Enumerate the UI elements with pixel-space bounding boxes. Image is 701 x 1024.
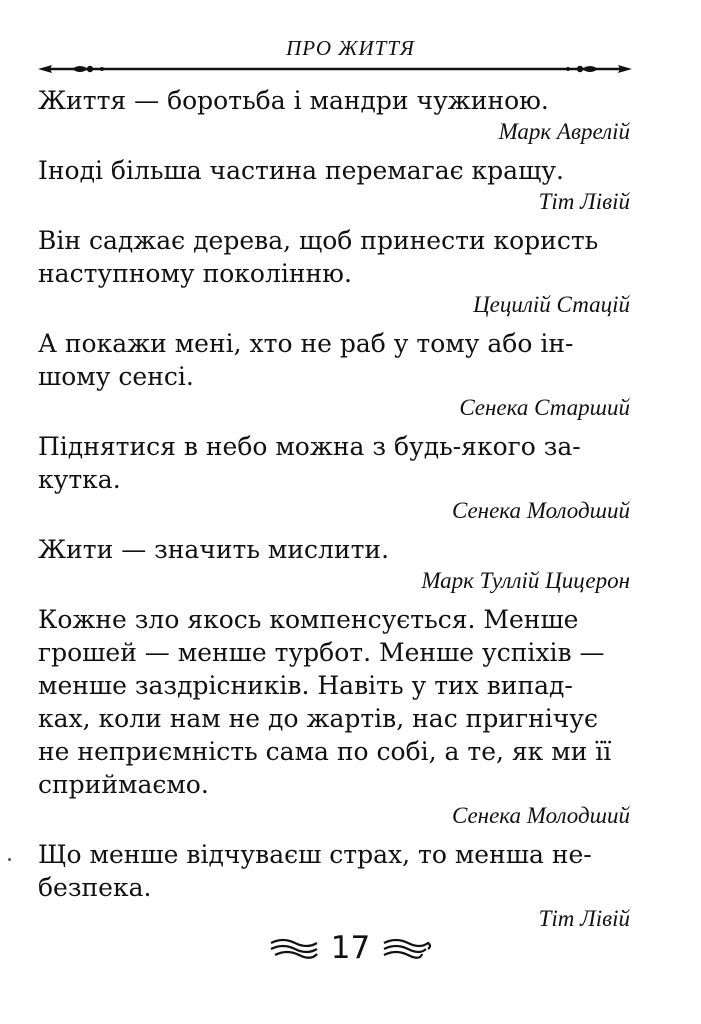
quote-text [38, 533, 630, 566]
quote-line: шому сенсі. [38, 362, 194, 391]
quote-author: Сенека Старший [459, 395, 630, 420]
quote-author: Тіт Лівій [538, 189, 630, 214]
quote-author: Марк Аврелій [498, 119, 630, 144]
quote-block [38, 224, 630, 319]
quote-line: сприймаємо. [38, 770, 209, 799]
quote-line: Піднятися в небо можна з будь-якого за- [38, 432, 581, 461]
quote-line: Іноді більша частина перемагає кращу. [38, 156, 564, 185]
quote-line: Він саджає дерева, щоб принести користь [38, 226, 599, 255]
quote-block [38, 603, 630, 830]
quote-line: ках, коли нам не до жартів, нас пригнічує [38, 704, 598, 733]
quote-line: наступному поколінню. [38, 259, 352, 288]
quote-author: Сенека Молодший [451, 498, 630, 523]
quote-text [38, 327, 630, 393]
page-footer [0, 920, 701, 976]
left-swash-ornament-icon [269, 937, 319, 959]
quote-text [38, 84, 630, 117]
quote-line: кутка. [38, 465, 121, 494]
quote-line: Жити — значить мислити. [38, 535, 390, 564]
quote-block [38, 430, 630, 525]
right-swash-ornament-icon [382, 937, 432, 959]
quote-line: грошей — менше турбот. Менше успіхів — [38, 638, 605, 667]
quote-line: менше заздрісників. Навіть у тих випад- [38, 671, 573, 700]
quote-author: Марк Туллій Цицерон [421, 568, 630, 593]
quote-text [38, 430, 630, 496]
quote-line: не неприємність сама по собі, а те, як ми її [38, 737, 612, 766]
quote-author: Сенека Молодший [451, 803, 630, 828]
quote-block [38, 154, 630, 216]
quote-list [38, 84, 630, 941]
running-title: ПРО ЖИТТЯ [286, 36, 415, 60]
quote-author: Цецилій Стацій [473, 292, 630, 317]
quote-author: Тіт Лівій [538, 906, 630, 931]
quote-text [38, 224, 630, 290]
quote-block [38, 838, 630, 933]
quote-line: А покажи мені, хто не раб у тому або ін- [38, 329, 574, 358]
ornament-rule [38, 62, 632, 76]
quote-text [38, 603, 630, 801]
quote-line: Життя — боротьба і мандри чужиною. [38, 86, 549, 115]
quote-line: Кожне зло якось компенсується. Менше [38, 605, 579, 634]
scan-speck [8, 858, 11, 861]
quote-block [38, 84, 630, 146]
quote-block [38, 533, 630, 595]
quote-text [38, 154, 630, 187]
page-number: 17 [330, 930, 371, 966]
quote-line: Що менше відчуваєш страх, то менша не- [38, 840, 592, 869]
quote-text [38, 838, 630, 904]
quote-line: безпека. [38, 873, 152, 902]
quote-block [38, 327, 630, 422]
